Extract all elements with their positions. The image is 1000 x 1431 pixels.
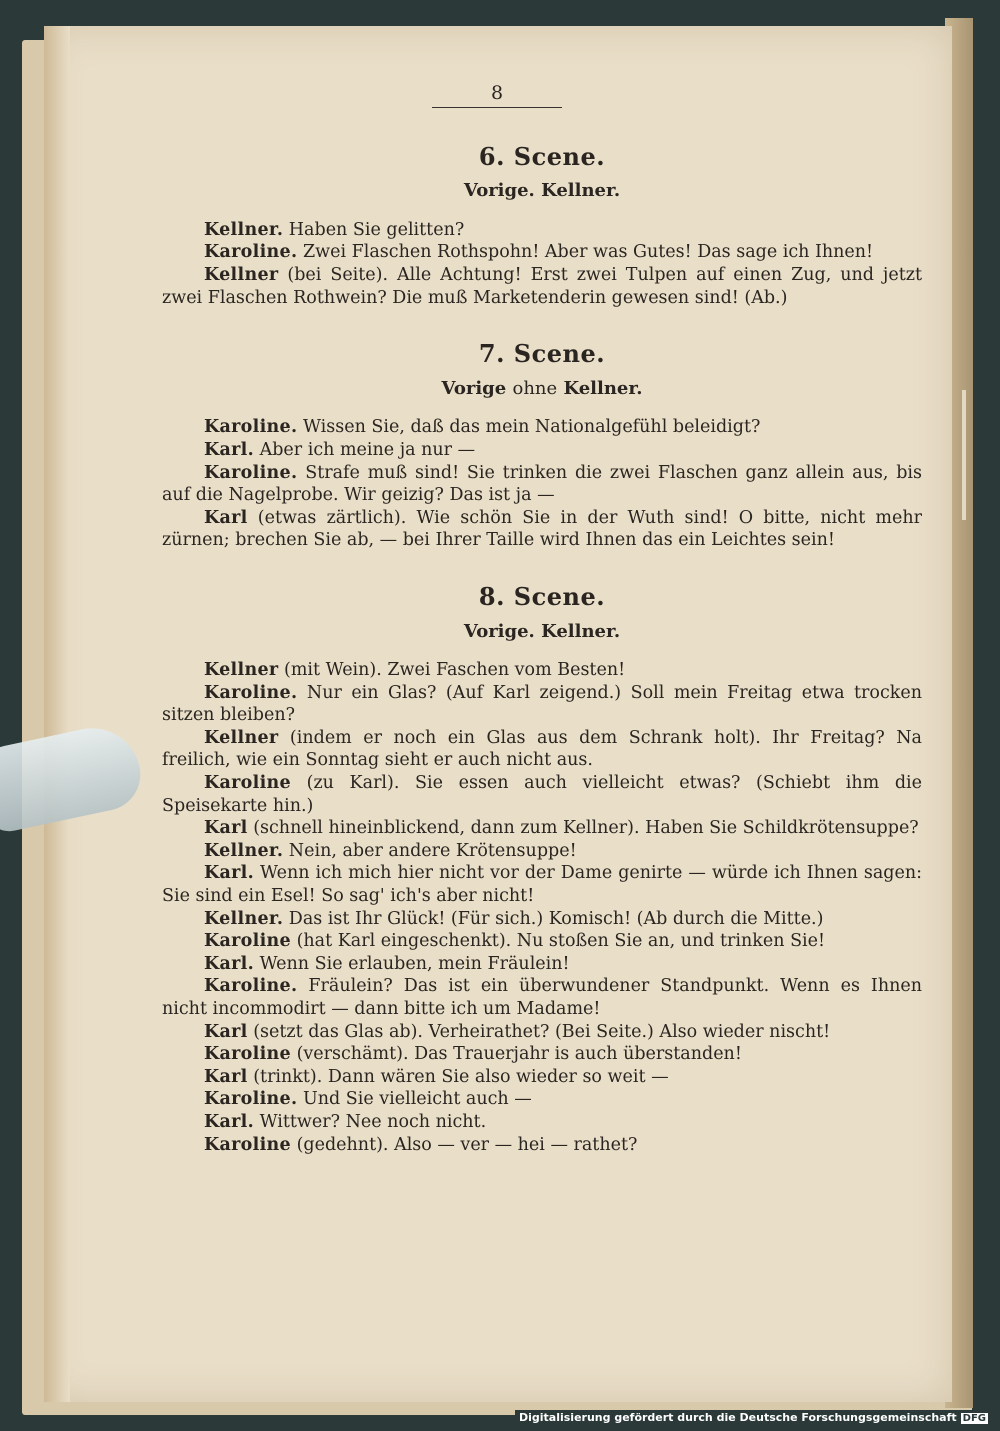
speaker: Karoline. — [204, 682, 298, 703]
dfg-logo: DFG — [962, 1413, 986, 1424]
line-text: Und Sie vielleicht auch — — [302, 1089, 532, 1110]
line-text: Zwei Flaschen Rothspohn! Aber was Gutes! Das sage ich Ihnen! — [302, 242, 874, 263]
dialogue-line — [162, 659, 922, 682]
dialogue-line — [162, 1088, 922, 1111]
cast-connector: ohne — [512, 377, 558, 399]
line-text: Wissen Sie, daß das mein Nationalgefühl beleidigt? — [302, 417, 761, 438]
speaker: Karl — [204, 1066, 248, 1087]
line-text: (gedehnt). Also — ver — hei — rathet? — [296, 1134, 638, 1155]
line-text: Wittwer? Nee noch nicht. — [259, 1111, 487, 1132]
speaker: Karoline. — [204, 417, 298, 438]
dialogue-line — [162, 241, 922, 264]
dialogue-line — [162, 817, 922, 840]
speaker: Karoline. — [204, 242, 298, 263]
dialogue-line — [162, 727, 922, 772]
dialogue-line — [162, 1134, 922, 1157]
page-number: 8 — [432, 82, 562, 108]
scene-7-cast — [162, 378, 922, 401]
speaker: Kellner. — [204, 908, 284, 929]
speaker: Karoline. — [204, 462, 298, 483]
speaker: Karl. — [204, 1111, 255, 1132]
speaker: Karoline. — [204, 976, 298, 997]
line-text: Wenn ich mich hier nicht vor der Dame genirte — würde ich Ihnen sagen: Sie sind ein Esel! So sag' ich's aber nicht! — [162, 863, 922, 907]
dialogue-line — [162, 1111, 922, 1134]
page-content — [162, 82, 922, 1156]
speaker: Karl — [204, 818, 248, 839]
line-text: Nein, aber andere Krötensuppe! — [288, 840, 577, 861]
speaker: Karoline — [204, 773, 291, 794]
line-text: (schnell hineinblickend, dann zum Kellner). Haben Sie Schildkrötensuppe? — [253, 818, 919, 839]
dialogue-line — [162, 862, 922, 907]
scene-6-title: 6. Scene. — [478, 141, 606, 171]
scene-6-cast: Vorige. Kellner. — [463, 180, 621, 202]
speaker: Karl. — [204, 953, 255, 974]
scene-8-title: 8. Scene. — [478, 581, 606, 611]
dialogue-line — [162, 1043, 922, 1066]
dialogue-line — [162, 439, 922, 462]
dialogue-line — [162, 975, 922, 1020]
dialogue-line — [162, 219, 922, 242]
dialogue-line — [162, 1021, 922, 1044]
speaker: Kellner — [204, 727, 279, 748]
digitization-footer — [515, 1410, 992, 1425]
line-text: (zu Karl). Sie essen auch vielleicht etwas? (Schiebt ihm die Speisekarte hin.) — [162, 773, 922, 816]
speaker: Kellner. — [204, 219, 284, 240]
speaker: Kellner. — [204, 840, 284, 861]
line-text: Haben Sie gelitten? — [288, 219, 465, 240]
dialogue-line — [162, 930, 922, 953]
line-text: Wenn Sie erlauben, mein Fräulein! — [259, 953, 570, 974]
speaker: Kellner — [204, 264, 279, 285]
line-text: Nur ein Glas? (Auf Karl zeigend.) Soll mein Freitag etwa trocken sitzen bleiben? — [162, 682, 922, 726]
line-text: Aber ich meine ja nur — — [259, 439, 476, 460]
line-text: Das ist Ihr Glück! (Für sich.) Komisch! (Ab durch die Mitte.) — [288, 908, 824, 929]
dialogue-line — [162, 264, 922, 309]
speaker: Karoline. — [204, 1089, 298, 1110]
dialogue-line — [162, 1066, 922, 1089]
dialogue-line — [162, 840, 922, 863]
scene-7-title: 7. Scene. — [478, 339, 606, 369]
dialogue-line — [162, 772, 922, 817]
line-text: Fräulein? Das ist ein überwundener Standpunkt. Wenn es Ihnen nicht incommodirt — dann bitte ich um Madame! — [162, 976, 922, 1019]
speaker: Karoline — [204, 1044, 291, 1065]
speaker: Karoline — [204, 931, 291, 952]
line-text: (trinkt). Dann wären Sie also wieder so weit — — [253, 1066, 669, 1087]
line-text: (verschämt). Das Trauerjahr is auch überstanden! — [296, 1044, 742, 1065]
speaker: Karl — [204, 507, 248, 528]
cast-name: Vorige — [441, 377, 507, 399]
dialogue-line — [162, 462, 922, 507]
line-text: (indem er noch ein Glas aus dem Schrank holt). Ihr Freitag? Na freilich, wie ein Sonntag sieht er auch nicht aus. — [162, 727, 922, 771]
speaker: Karl. — [204, 863, 255, 884]
cast-name: Kellner. — [563, 377, 643, 399]
footer-text: Digitalisierung gefördert durch die Deutsche Forschungsgemeinschaft — [518, 1411, 957, 1424]
line-text: (etwas zärtlich). Wie schön Sie in der Wuth sind! O bitte, nicht mehr zürnen; brechen Sie ab, — bei Ihrer Taille wird Ihnen das ein Leichtes sein! — [162, 507, 922, 551]
line-text: (setzt das Glas ab). Verheirathet? (Bei Seite.) Also wieder nischt! — [253, 1021, 831, 1042]
speaker: Kellner — [204, 660, 279, 681]
speaker: Karoline — [204, 1134, 291, 1155]
dialogue-line — [162, 953, 922, 976]
dialogue-line — [162, 908, 922, 931]
speaker: Karl — [204, 1021, 248, 1042]
scene-8-cast: Vorige. Kellner. — [463, 620, 621, 642]
binding-thread — [962, 390, 966, 520]
book-page — [44, 26, 952, 1402]
line-text: Strafe muß sind! Sie trinken die zwei Flaschen ganz allein aus, bis auf die Nagelprobe. Wir geizig? Das ist ja — — [162, 462, 922, 506]
line-text: (bei Seite). Alle Achtung! Erst zwei Tulpen auf einen Zug, und jetzt zwei Flaschen Rothwein? Die muß Marketenderin gewesen sind! (Ab.) — [162, 264, 922, 308]
line-text: (mit Wein). Zwei Faschen vom Besten! — [284, 660, 626, 681]
dialogue-line — [162, 416, 922, 439]
dialogue-line — [162, 507, 922, 552]
line-text: (hat Karl eingeschenkt). Nu stoßen Sie an, und trinken Sie! — [296, 931, 826, 952]
speaker: Karl. — [204, 439, 255, 460]
dialogue-line — [162, 682, 922, 727]
